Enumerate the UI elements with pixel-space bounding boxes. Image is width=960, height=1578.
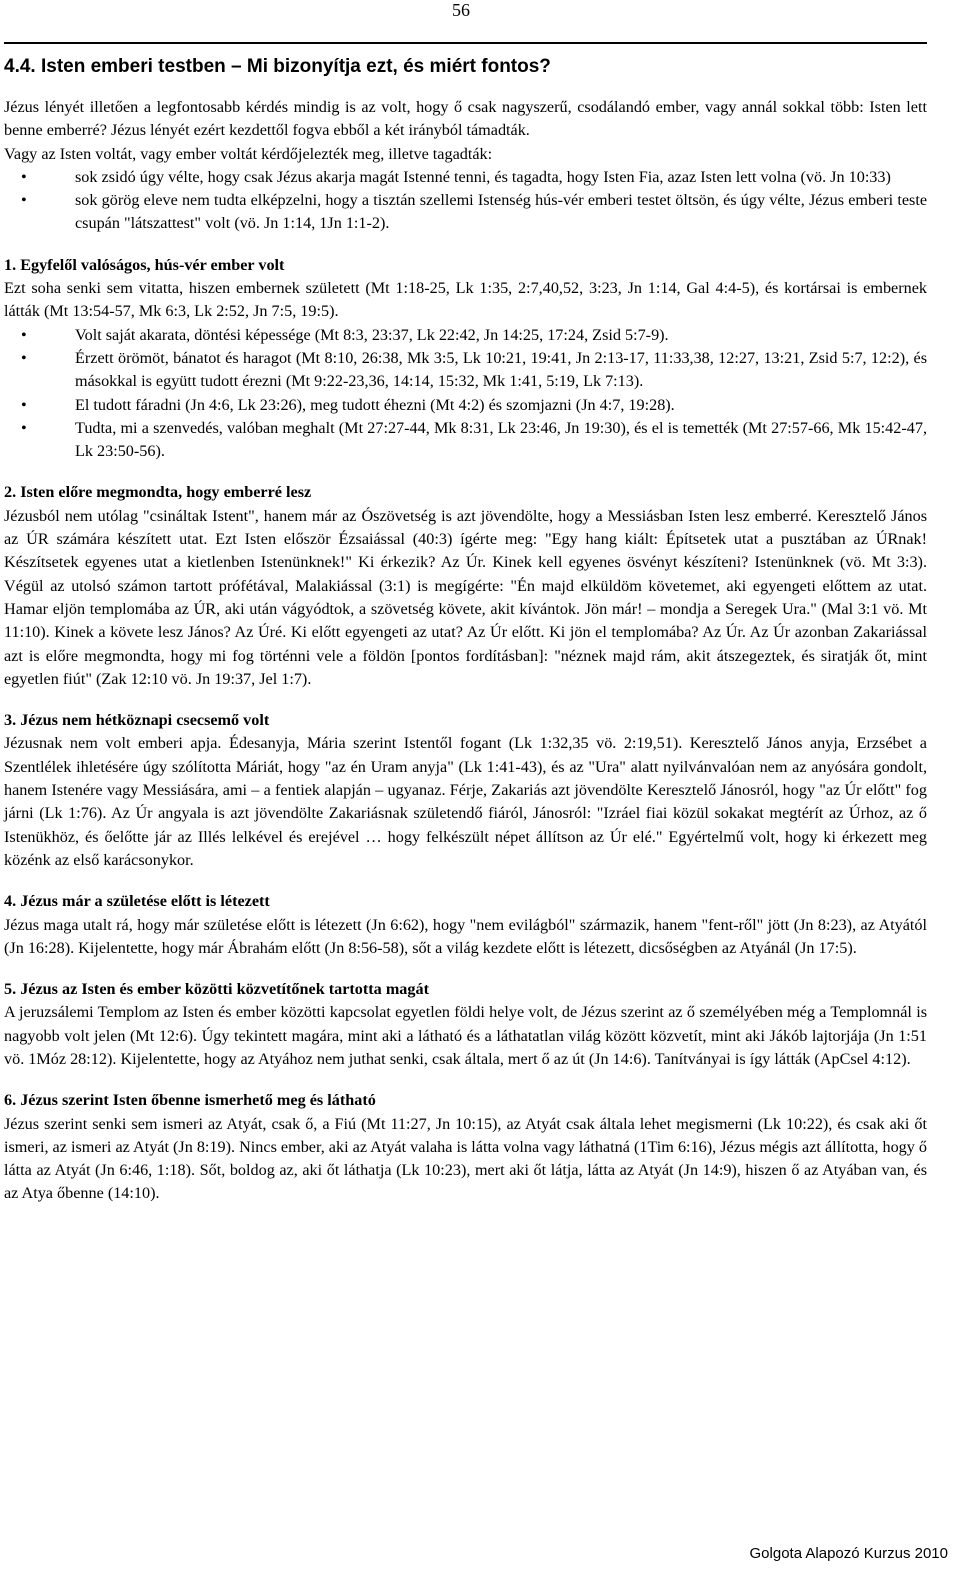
intro-paragraph: Jézus lényét illetően a legfontosabb kérdés mindig is az volt, hogy ő csak nagyszerű, csodálandó ember, vagy annál sokkal több: Isten lett benne emberré? Jézus lényét ezért kezdettől fogva ebből a két irányból támadták. bbox=[4, 98, 927, 140]
list-item: • Érzett örömöt, bánatot és haragot (Mt 8:10, 26:38, Mk 3:5, Lk 10:21, 19:41, Jn 2:13-17, 11:33,38, 12:27, 13:21, Zsid 5:7, 12:2), és másokkal is együtt tudott érezni (Mt 9:22-23,36, 14:14, 15:32, Mk 1:41, 5:19, Lk 7:13). bbox=[75, 347, 927, 394]
intro-paragraph: Vagy az Isten voltát, vagy ember voltát kérdőjelezték meg, illetve tagadták: bbox=[4, 144, 493, 163]
page-footer: Golgota Alapozó Kurzus 2010 bbox=[749, 1545, 948, 1562]
list-item: • Volt saját akarata, döntési képessége (Mt 8:3, 23:37, Lk 22:42, Jn 14:25, 17:24, Zsid 5:7-9). bbox=[75, 324, 927, 347]
section-text: Jézus maga utalt rá, hogy már születése előtt is létezett (Jn 6:62), hogy "nem evilágból" származik, hanem "fent-ről" jött (Jn 8:23), az Atyától (Jn 16:28). Kijelentette, hogy már Ábrahám előtt (Jn 8:56-58), sőt a világ kezdete előtt is létezett, dicsőségben az Atyánál (Jn 17:5). bbox=[4, 915, 927, 957]
document-body bbox=[4, 96, 927, 1206]
list-item: • Tudta, mi a szenvedés, valóban meghalt (Mt 27:27-44, Mk 8:31, Lk 23:46, Jn 19:30), és el is temették (Mt 27:57-66, Mk 15:42-47, Lk 23:50-56). bbox=[75, 417, 927, 464]
list-item: • El tudott fáradni (Jn 4:6, Lk 23:26), meg tudott éhezni (Mt 4:2) és szomjazni (Jn 4:7, 19:28). bbox=[75, 394, 927, 417]
section-title: 2. Isten előre megmondta, hogy emberré lesz bbox=[4, 483, 312, 502]
section-2 bbox=[4, 481, 927, 691]
section-6 bbox=[4, 1089, 927, 1205]
list-item: • sok görög eleve nem tudta elképzelni, hogy a tisztán szellemi Istenség hús-vér emberi testet öltsön, és úgy vélte, Jézus emberi teste csupán "látszattest" volt (vö. Jn 1:14, 1Jn 1:1-2). bbox=[75, 189, 927, 236]
section-text: Jézusnak nem volt emberi apja. Édesanyja, Mária szerint Istentől fogant (Lk 1:32,35 vö. 2:19,51). Keresztelő János anyja, Erzsébet a Szentlélek ihletésére úgy szólította Máriát, hogy "az én Uram anyja" (Lk 1:41-43), és az "Ura" alatt nyilvánvalóan nem az anyósára gondolt, hanem Istenére vagy Messiására, ami – a fentiek alapján – ugyanaz. Férje, Zakariás azt jövendölte Keresztelő Jánosról, hogy "az Úr előtt" fog járni (Lk 1:76). Az Úr angyala is azt jövendölte Zakariásnak születendő fiáról, Jánosról: "Izráel fiai közül sokakat megtérít az Úrhoz, az ő Istenükhöz, és őelőtte jár az Illés lelkével és erejével … hogy felkészült népet állítson az Úr elé." Egyértelmű volt, hogy ki érkezett meg közénk az első karácsonykor. bbox=[4, 734, 927, 869]
intro-bullet-list bbox=[4, 166, 927, 236]
section-title: 6. Jézus szerint Isten őbenne ismerhető meg és látható bbox=[4, 1091, 376, 1110]
page-heading: 4.4. Isten emberi testben – Mi bizonyítja ezt, és miért fontos? bbox=[4, 42, 927, 78]
section-title: 4. Jézus már a születése előtt is létezett bbox=[4, 892, 270, 911]
section-3 bbox=[4, 709, 927, 872]
section-title: 1. Egyfelől valóságos, hús-vér ember volt bbox=[4, 255, 285, 274]
page-number: 56 bbox=[452, 0, 470, 20]
section-4 bbox=[4, 890, 927, 960]
section-text: Jézusból nem utólag "csináltak Istent", hanem már az Ószövetség is azt jövendölte, hogy a Messiásban Isten lesz emberré. Keresztelő János az ÚR számára készített utat. Ezt Isten először Ézsaiással (40:3) ígérte meg: "Egy hang kiált: Építsetek utat a pusztában az ÚRnak! Készítsetek egyenes utat a kietlenben Istenünknek!" Ki érkezik? Az Úr. Kinek kell egyenes ösvényt készíteni? Istenünknek (vö. Mt 3:3). Végül az utolsó számon tartott prófétával, Malakiással (3:1) is megígérte: "Én majd elküldöm követemet, aki egyengeti előttem az utat. Hamar eljön templomába az ÚR, aki után vágyódtok, a szövetség követe, akit kívántok. Jön már! – mondja a Seregek Ura." (Mal 3:1 vö. Mt 11:10). Kinek a követe lesz János? Az Úré. Ki előtt egyengeti az utat? Az Úr előtt. Ki jön el templomába? Az Úr. Az Úr azonban Zakariással azt is előre megmondta, hogy mi fog történni vele a földön [pontos fordításban]: "néznek majd rám, akit átszegeztek, és siratják őt, mint egyetlen fiút" (Zak 12:10 vö. Jn 19:37, Jel 1:7). bbox=[4, 506, 927, 688]
section-title: 3. Jézus nem hétköznapi csecsemő volt bbox=[4, 711, 270, 730]
section-5 bbox=[4, 978, 927, 1071]
section-text: Jézus szerint senki sem ismeri az Atyát, csak ő, a Fiú (Mt 11:27, Jn 10:15), az Atyát csak általa lehet megismerni (Lk 10:22), és csak aki őt ismeri, az ismeri az Atyát (Jn 8:19). Nincs ember, aki az Atyát valaha is látta volna vagy láthatná (1Tim 6:16), Jézus mégis azt állította, hogy ő látta az Atyát (Jn 6:46, 1:18). Sőt, boldog az, aki őt láthatja (Lk 10:23), mert aki őt látja, látta az Atyát (Jn 14:9), hiszen ő az Atyában van, és az Atya őbenne (14:10). bbox=[4, 1114, 928, 1203]
section-bullet-list bbox=[4, 324, 927, 464]
section-text: Ezt soha senki sem vitatta, hiszen embernek született (Mt 1:18-25, Lk 1:35, 2:7,40,52, 3:23, Jn 1:14, Gal 4:4-5), és kortársai is embernek látták (Mt 13:54-57, Mk 6:3, Lk 2:52, Jn 7:5, 19:5). bbox=[4, 279, 927, 321]
section-text: A jeruzsálemi Templom az Isten és ember közötti kapcsolat egyetlen földi helye volt, de Jézus szerint az ő személyében még a Templomnál is nagyobb volt jelen (Mt 12:6). Úgy tekintett magára, mint aki a látható és a láthatatlan világ között közvetít, mint aki Jákób lajtorjája (Jn 1:51 vö. 1Móz 28:12). Kijelentette, hogy az Atyához nem juthat senki, csak általa, mert ő az út (Jn 14:6). Tanítványai is így látták (ApCsel 4:12). bbox=[4, 1003, 927, 1068]
section-1 bbox=[4, 254, 927, 464]
list-item: • sok zsidó úgy vélte, hogy csak Jézus akarja magát Istenné tenni, és tagadta, hogy Isten Fia, azaz Isten lett volna (vö. Jn 10:33) bbox=[75, 166, 927, 189]
section-title: 5. Jézus az Isten és ember közötti közvetítőnek tartotta magát bbox=[4, 980, 429, 999]
